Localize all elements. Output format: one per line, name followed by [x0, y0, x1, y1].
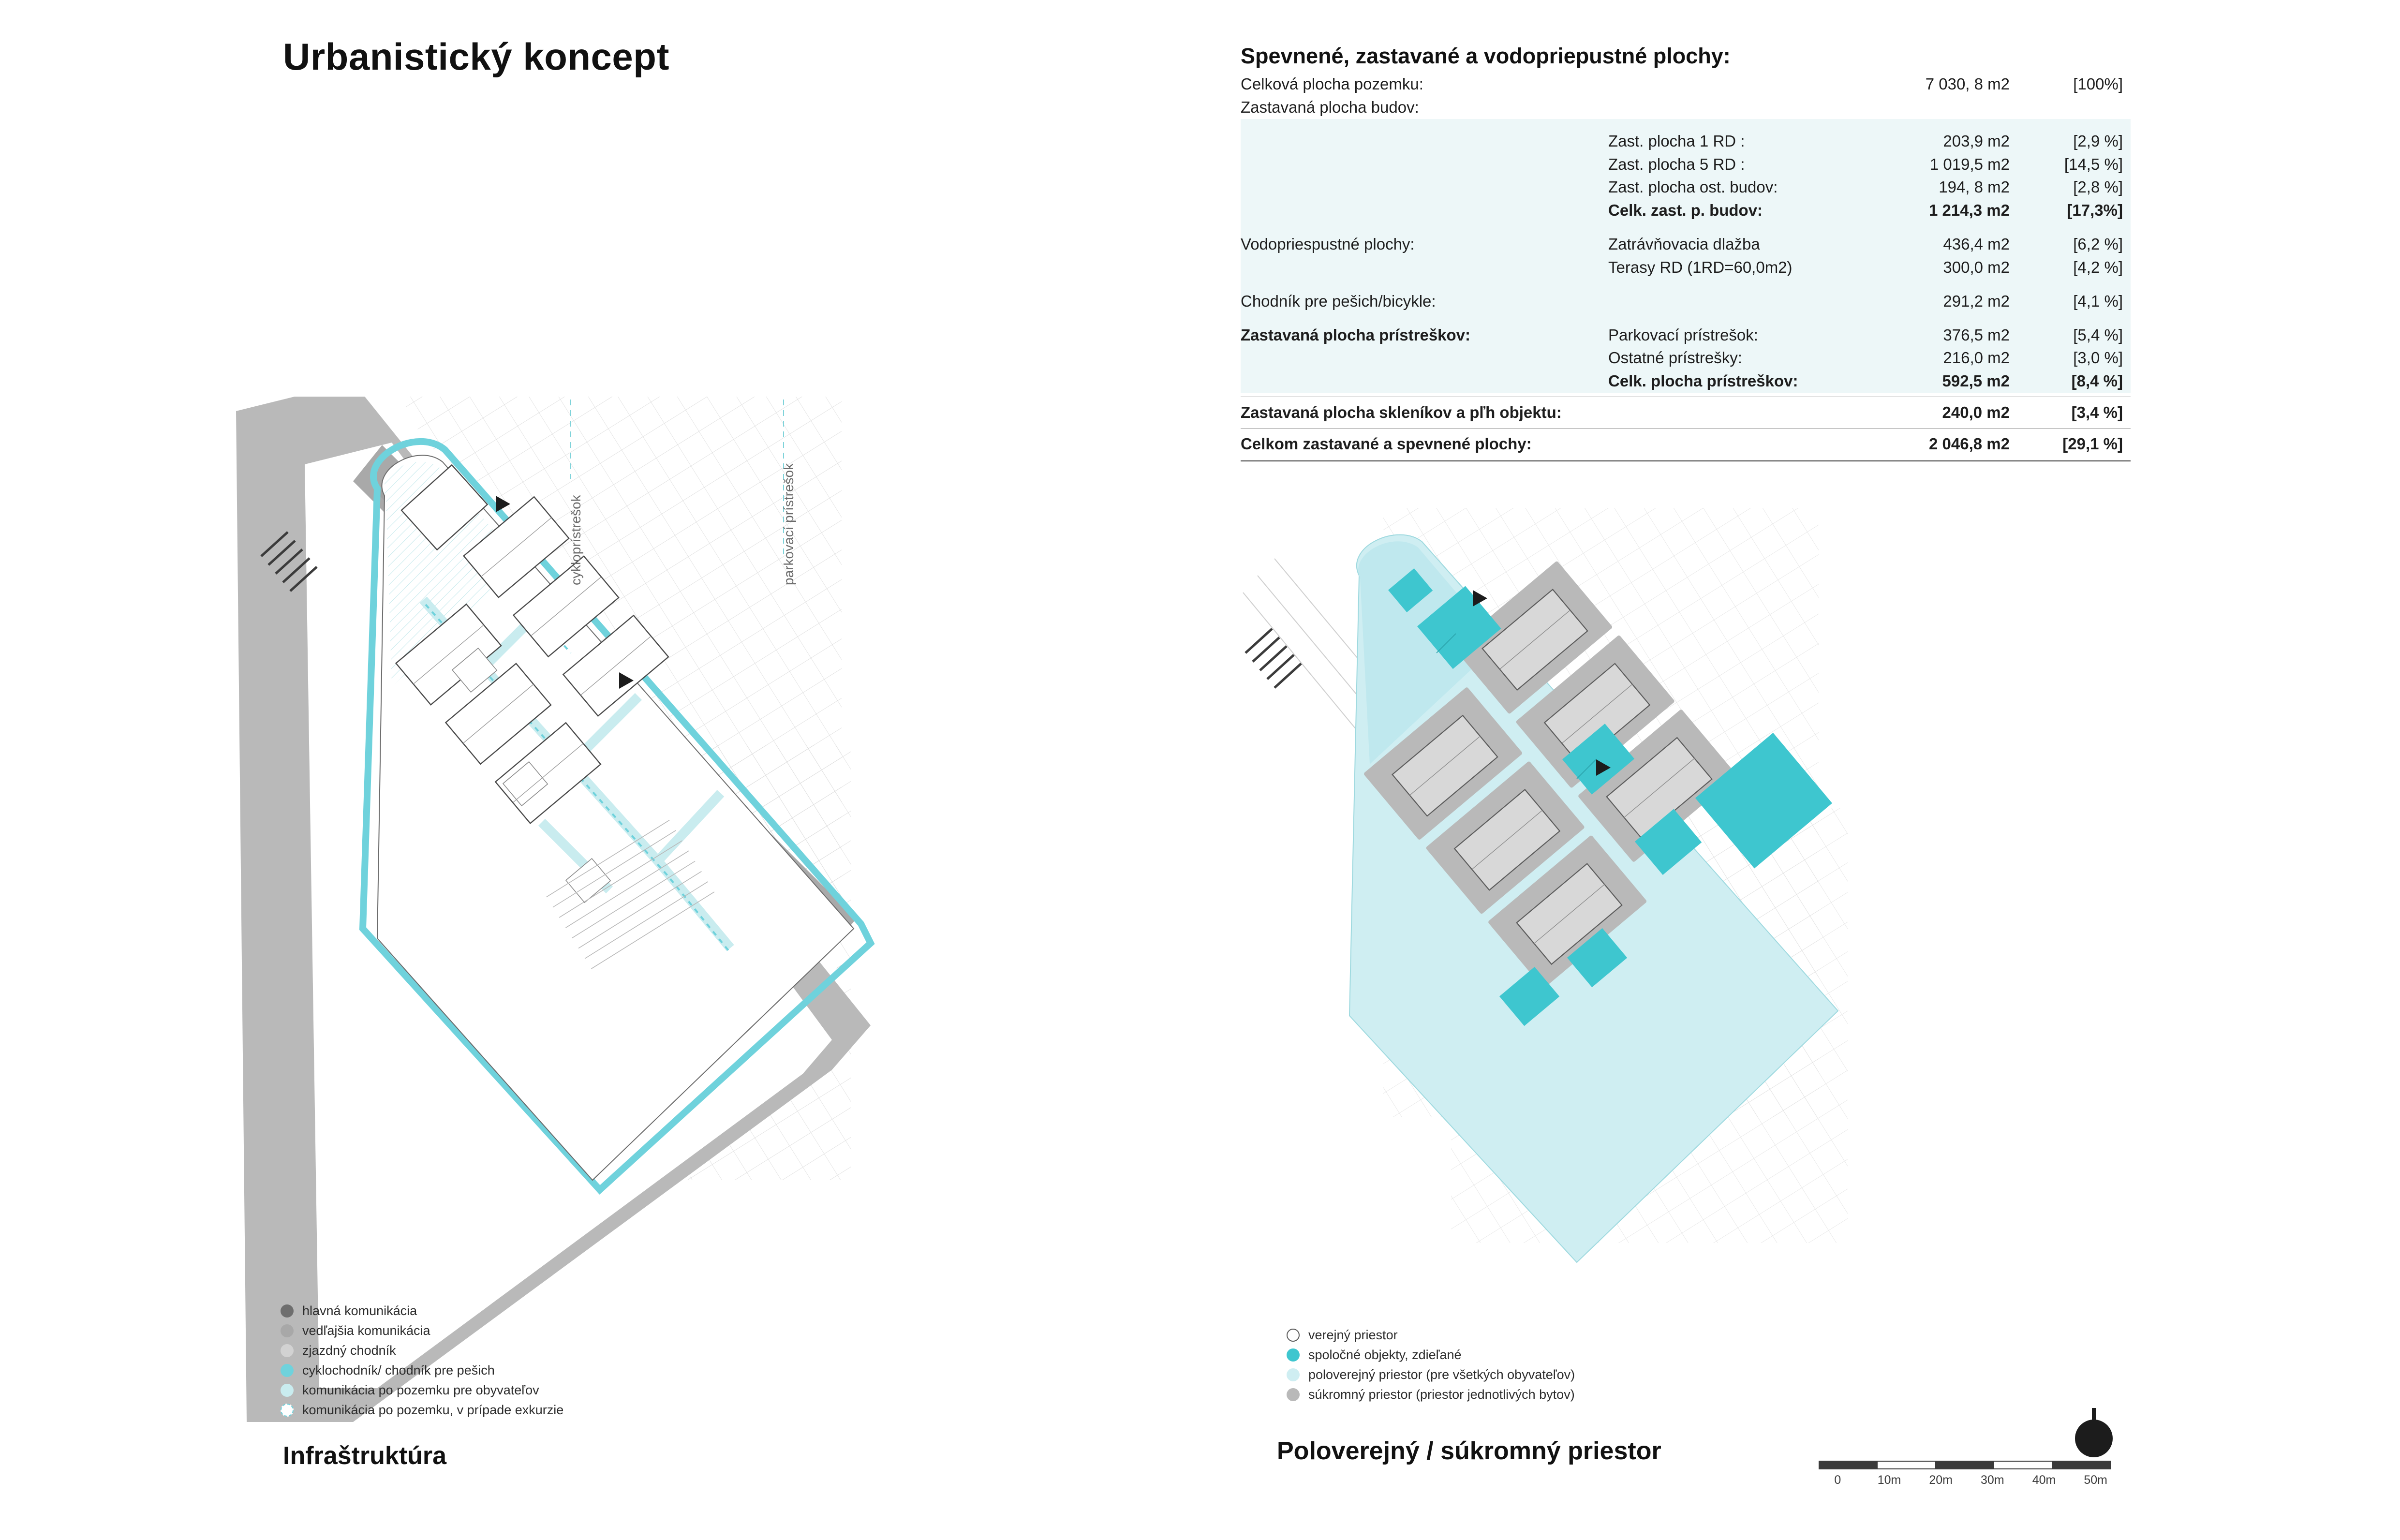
- scale-tick: 10m: [1877, 1473, 1901, 1487]
- list-item: [281, 1380, 563, 1400]
- stats-heading: Spevnené, zastavané a vodopriepustné plochy:: [1241, 44, 1731, 68]
- table-spacer: [1241, 313, 2131, 324]
- stat-value: 7 030, 8 m2: [1925, 75, 2010, 93]
- legend-label: vedľajšia komunikácia: [302, 1323, 430, 1338]
- public-private-map-svg: [1229, 508, 2138, 1427]
- scale-tick: 20m: [1929, 1473, 1953, 1487]
- public-private-site-plan: [1229, 508, 2138, 1427]
- table-row: [1241, 153, 2131, 176]
- stat-label: Vodopriespustné plochy:: [1241, 235, 1415, 253]
- legend-swatch-icon: [281, 1364, 294, 1377]
- legend-label: poloverejný priestor (pre všetkých obyvateľov): [1308, 1367, 1575, 1382]
- scale-tick: 30m: [1981, 1473, 2004, 1487]
- table-spacer: [1241, 222, 2131, 233]
- stat-sub: Zast. plocha 5 RD :: [1608, 155, 1745, 173]
- north-arrow-icon: [2075, 1420, 2113, 1457]
- legend-swatch-icon: [281, 1344, 294, 1357]
- list-item: [281, 1341, 563, 1361]
- legend-label: zjazdný chodník: [302, 1343, 396, 1358]
- stat-sub: Celk. plocha prístreškov:: [1608, 372, 1798, 390]
- stat-value: 1 214,3 m2: [1929, 201, 2010, 220]
- legend-swatch-icon: [281, 1324, 294, 1337]
- legend-label: cyklochodník/ chodník pre pešich: [302, 1363, 495, 1377]
- table-row: [1241, 199, 2131, 222]
- divider: [1241, 428, 2131, 429]
- scale-tick: 0: [1834, 1473, 1841, 1487]
- list-item: [1287, 1365, 1575, 1385]
- stat-label: Chodník pre pešich/bicykle:: [1241, 292, 1436, 310]
- stat-pct: [6,2 %]: [2073, 235, 2123, 253]
- divider-bold: [1241, 460, 2131, 461]
- stat-value: 592,5 m2: [1942, 372, 2010, 390]
- stat-sub: Zast. plocha ost. budov:: [1608, 178, 1778, 196]
- table-row: [1241, 324, 2131, 347]
- infrastructure-site-plan: [232, 397, 1141, 1422]
- table-row: [1241, 256, 2131, 279]
- list-item: [281, 1361, 563, 1380]
- scale-segment: [2053, 1462, 2110, 1468]
- scale-bar: [1819, 1461, 2119, 1487]
- stat-label: Celková plocha pozemku:: [1241, 75, 1423, 93]
- stat-value: 216,0 m2: [1943, 349, 2010, 367]
- list-item: [281, 1400, 563, 1420]
- table-row: [1241, 130, 2131, 153]
- table-row: [1241, 370, 2131, 393]
- table-row: [1241, 401, 2131, 424]
- stat-sub: Zast. plocha 1 RD :: [1608, 132, 1745, 150]
- legend-swatch-icon: [1287, 1329, 1300, 1342]
- stat-sub: Celk. zast. p. budov:: [1608, 201, 1763, 220]
- stat-pct: [4,2 %]: [2073, 258, 2123, 276]
- stat-sub: Parkovací prístrešok:: [1608, 326, 1758, 344]
- stat-pct: [8,4 %]: [2071, 372, 2123, 390]
- list-item: [1287, 1385, 1575, 1405]
- stat-value: 2 046,8 m2: [1929, 434, 2010, 453]
- stat-label: Celkom zastavané a spevnené plochy:: [1241, 434, 1532, 453]
- scale-tick: 40m: [2032, 1473, 2056, 1487]
- table-row: [1241, 96, 2131, 119]
- stat-sub: Terasy RD (1RD=60,0m2): [1608, 258, 1793, 276]
- legend-infrastructure: [281, 1301, 563, 1420]
- scale-bar-track: [1819, 1461, 2111, 1469]
- table-row: [1241, 176, 2131, 199]
- legend-label: hlavná komunikácia: [302, 1303, 417, 1318]
- stat-pct: [5,4 %]: [2073, 326, 2123, 344]
- stat-label: Zastavaná plocha prístreškov:: [1241, 326, 1471, 344]
- stat-value: 291,2 m2: [1943, 292, 2010, 310]
- legend-label: komunikácia po pozemku pre obyvateľov: [302, 1383, 539, 1397]
- table-row: [1241, 346, 2131, 370]
- stat-pct: [17,3%]: [2067, 201, 2123, 220]
- stat-sub: Zatrávňovacia dlažba: [1608, 235, 1760, 253]
- crosswalk: [1245, 629, 1301, 688]
- stat-value: 436,4 m2: [1943, 235, 2010, 253]
- list-item: [281, 1301, 563, 1321]
- label-cyklopristresok: cykloprístrešok: [568, 495, 583, 585]
- stat-value: 376,5 m2: [1943, 326, 2010, 344]
- table-spacer: [1241, 279, 2131, 290]
- scale-segment: [1994, 1462, 2052, 1468]
- legend-swatch-icon: [281, 1404, 294, 1417]
- stat-pct: [14,5 %]: [2064, 155, 2123, 173]
- stat-pct: [2,9 %]: [2073, 132, 2123, 150]
- page-title: Urbanistický koncept: [283, 35, 669, 78]
- stat-pct: [4,1 %]: [2073, 292, 2123, 310]
- stat-value: 203,9 m2: [1943, 132, 2010, 150]
- infrastructure-map-svg: [232, 397, 1141, 1422]
- stat-value: 240,0 m2: [1942, 403, 2010, 422]
- list-item: [1287, 1345, 1575, 1365]
- stat-label: Zastavaná plocha skleníkov a pľh objektu:: [1241, 403, 1562, 422]
- scale-tick: 50m: [2084, 1473, 2108, 1487]
- stat-pct: [2,8 %]: [2073, 178, 2123, 196]
- table-row: [1241, 233, 2131, 256]
- table-spacer: [1241, 119, 2131, 130]
- list-item: [1287, 1325, 1575, 1345]
- legend-label: komunikácia po pozemku, v prípade exkurzie: [302, 1403, 564, 1417]
- area-statistics-table: [1241, 44, 2131, 467]
- table-row: [1241, 432, 2131, 456]
- legend-label: spoločné objekty, zdieľané: [1308, 1348, 1462, 1362]
- table-row: [1241, 290, 2131, 313]
- legend-label: súkromný priestor (priestor jednotlivých bytov): [1308, 1387, 1575, 1402]
- right-panel-caption: Poloverejný / súkromný priestor: [1277, 1437, 1661, 1465]
- legend-swatch-icon: [1287, 1368, 1300, 1381]
- stat-sub: Ostatné prístrešky:: [1608, 349, 1742, 367]
- legend-swatch-icon: [281, 1304, 294, 1318]
- scale-segment: [1878, 1462, 1936, 1468]
- stat-pct: [3,4 %]: [2071, 403, 2123, 422]
- stat-pct: [100%]: [2073, 75, 2123, 93]
- label-parkovaci-pristresok: parkovací prístrešok: [781, 463, 796, 585]
- scale-segment: [1936, 1462, 1994, 1468]
- stat-label: Zastavaná plocha budov:: [1241, 98, 1419, 116]
- stat-value: 194, 8 m2: [1939, 178, 2010, 196]
- legend-swatch-icon: [1287, 1348, 1300, 1362]
- legend-label: verejný priestor: [1308, 1328, 1398, 1342]
- legend-public-private: [1287, 1325, 1575, 1405]
- stat-pct: [3,0 %]: [2073, 349, 2123, 367]
- left-panel-caption: Infraštruktúra: [283, 1442, 447, 1470]
- scale-bar-ticks: [1812, 1473, 2121, 1487]
- legend-swatch-icon: [281, 1384, 294, 1397]
- legend-swatch-icon: [1287, 1388, 1300, 1401]
- stat-value: 300,0 m2: [1943, 258, 2010, 276]
- list-item: [281, 1321, 563, 1341]
- scale-segment: [1820, 1462, 1878, 1468]
- stat-value: 1 019,5 m2: [1929, 155, 2010, 173]
- table-row: [1241, 73, 2131, 96]
- stat-pct: [29,1 %]: [2062, 434, 2123, 453]
